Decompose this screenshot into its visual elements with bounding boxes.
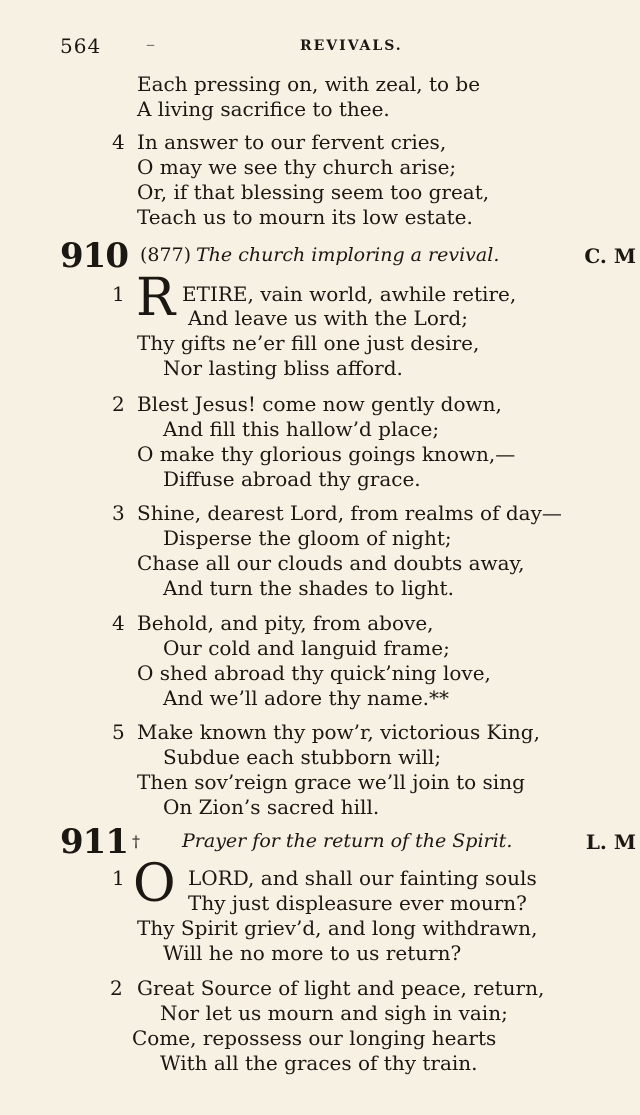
- verse-line: Nor lasting bliss afford.: [163, 356, 403, 380]
- verse-line: Chase all our clouds and doubts away,: [137, 551, 525, 575]
- verse-line: Thy Spirit griev’d, and long withdrawn,: [137, 916, 538, 940]
- hymn-number: 910: [60, 236, 128, 276]
- verse-line: And leave us with the Lord;: [188, 306, 468, 330]
- dagger-mark: †: [131, 832, 139, 851]
- verse-line: And turn the shades to light.: [163, 576, 454, 600]
- page-number: 564: [60, 34, 102, 58]
- stanza-number: 4: [112, 611, 125, 635]
- drop-cap: R: [136, 268, 176, 328]
- drop-cap: O: [133, 854, 176, 914]
- verse-line: Subdue each stubborn will;: [163, 745, 442, 769]
- hymn-meter: C. M: [584, 244, 636, 268]
- verse-line: Our cold and languid frame;: [163, 636, 450, 660]
- verse-line: And we’ll adore thy name.**: [163, 686, 450, 710]
- verse-line: Nor let us mourn and sigh in vain;: [160, 1001, 508, 1025]
- verse-line: Shine, dearest Lord, from realms of day—: [137, 501, 562, 525]
- page-header: [0, 34, 640, 60]
- verse-line: Disperse the gloom of night;: [163, 526, 452, 550]
- header-separator: –: [146, 34, 155, 55]
- verse-line: Will he no more to us return?: [163, 941, 462, 965]
- verse-line: A living sacrifice to thee.: [137, 97, 390, 121]
- verse-line: Or, if that blessing seem too great,: [137, 180, 490, 204]
- verse-line: In answer to our fervent cries,: [137, 130, 447, 154]
- verse-line: O shed abroad thy quick’ning love,: [137, 661, 491, 685]
- stanza-number: 1: [112, 282, 125, 306]
- verse-line: O may we see thy church arise;: [137, 155, 457, 179]
- verse-line: On Zion’s sacred hill.: [163, 795, 380, 819]
- verse-line: With all the graces of thy train.: [160, 1051, 478, 1075]
- verse-line: Diffuse abroad thy grace.: [163, 467, 421, 491]
- stanza-number: 5: [112, 720, 125, 744]
- verse-line: Each pressing on, with zeal, to be: [137, 72, 481, 96]
- stanza-number: 4: [112, 130, 125, 154]
- hymn-title: Prayer for the return of the Spirit.: [182, 830, 513, 852]
- verse-line: Teach us to mourn its low estate.: [137, 205, 473, 229]
- verse-line: And fill this hallow’d place;: [163, 417, 440, 441]
- verse-line: Great Source of light and peace, return,: [137, 976, 545, 1000]
- verse-line: Blest Jesus! come now gently down,: [137, 392, 502, 416]
- hymn-number-digits: 911: [60, 822, 128, 862]
- verse-line: Then sov’reign grace we’ll join to sing: [137, 770, 525, 794]
- original-number: (877): [140, 244, 192, 266]
- hymn-title: The church imploring a revival.: [196, 244, 500, 266]
- running-title: REVIVALS.: [300, 38, 403, 54]
- verse-line: Behold, and pity, from above,: [137, 611, 434, 635]
- verse-line: Come, repossess our longing hearts: [132, 1026, 497, 1050]
- verse-line: ETIRE, vain world, awhile retire,: [182, 282, 517, 306]
- stanza-number: 3: [112, 501, 125, 525]
- verse-line: Thy gifts ne’er fill one just desire,: [137, 331, 480, 355]
- stanza-number: 2: [110, 976, 123, 1000]
- verse-line: Make known thy pow’r, victorious King,: [137, 720, 540, 744]
- hymn-meter: L. M: [585, 830, 636, 854]
- stanza-number: 1: [112, 866, 125, 890]
- verse-line: Thy just displeasure ever mourn?: [188, 891, 527, 915]
- hymn-number: [60, 824, 139, 860]
- stanza-number: 2: [112, 392, 125, 416]
- verse-line: O make thy glorious goings known,—: [137, 442, 516, 466]
- verse-line: LORD, and shall our fainting souls: [188, 866, 537, 890]
